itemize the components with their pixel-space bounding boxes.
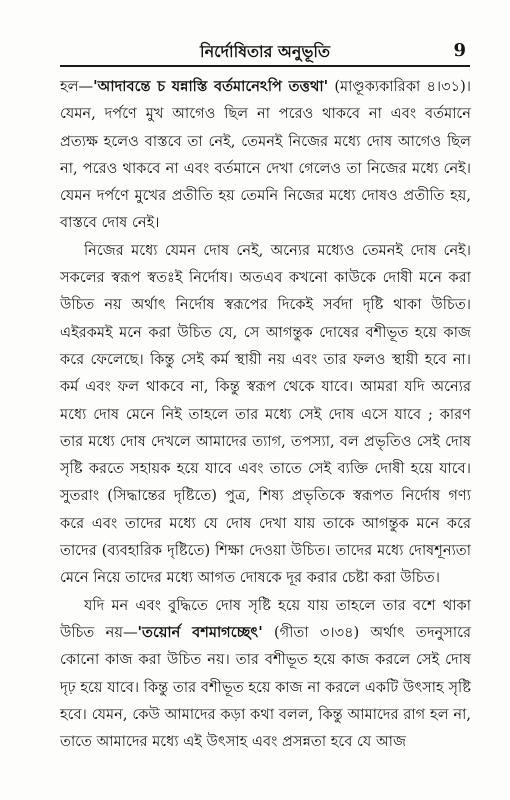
text-run: (গীতা ৩।৩৪) অর্থাৎ তদনুসারে কোনো কাজ করা উচিত নয়। তার বশীভূত হয়ে কাজ করলে সেই দোষ দৃঢ় হয়ে যাবে। কিন্তু তার বশীভূত হয়ে কাজ না করলে একটি উৎসাহ সৃষ্টি হবে। যেমন, কেউ আমাদের কড়া কথা বলল, কিন্তু আমাদের রাগ হল না, তাতে আমাদের মধ্যে এই উৎসাহ এবং প্রসন্নতা হবে যে আজ (60, 623, 471, 751)
scripture-quote: 'আদাবন্তে চ যন্নাস্তি বর্তমানেঽপি তত্তথা' (93, 78, 329, 95)
body-text (60, 73, 471, 755)
text-run: যদি মন এবং বুদ্ধিতে দোষ সৃষ্টি হয়ে যায় তাহলে তার বশে থাকা উচিত নয়— (60, 596, 471, 641)
paragraph-3 (60, 592, 471, 756)
header-rule (60, 65, 470, 67)
paragraph-2 (60, 237, 471, 592)
text-run: (মাণ্ডূক্যকারিকা ৪।৩১)। যেমন, দর্পণে মুখ আগেও ছিল না পরেও থাকবে না এবং বর্তমানে প্রত্যক্ষ হলেও বাস্তবে তা নেই, তেমনই নিজের মধ্যে দোষ আগেও ছিল না, পরেও থাকবে না এবং বর্তমানে দেখা গেলেও তা নিজের মধ্যে নেই। যেমন দর্পণে মুখের প্রতীতি হয় তেমনি নিজের মধ্যে দোষও প্রতীতি হয়, বাস্তবে দোষ নেই। (60, 78, 471, 232)
scripture-quote: 'তয়োর্ন বশমাগচ্ছেৎ' (137, 623, 263, 641)
text-run: হল— (60, 78, 94, 95)
paragraph-1 (60, 73, 471, 237)
chapter-title: নির্দোষিতার অনুভূতি (200, 42, 330, 61)
text-run: নিজের মধ্যে যেমন দোষ নেই, অন্যের মধ্যেও তেমনই দোষ নেই। সকলের স্বরূপ স্বতঃই নির্দোষ। অতএব কখনো কাউকে দোষী মনে করা উচিত নয় অর্থাৎ নির্দোষ স্বরূপের দিকেই সর্বদা দৃষ্টি থাকা উচিত। এইরকমই মনে করা উচিত যে, সে আগন্তুক দোষের বশীভূত হয়ে কাজ করে ফেলেছে। কিন্তু সেই কর্ম স্থায়ী নয় এবং তার ফলও স্থায়ী হবে না। কর্ম এবং ফল থাকবে না, কিন্তু স্বরূপ থেকে যাবে। আমরা যদি অন্যের মধ্যে দোষ মেনে নিই তাহলে তার মধ্যে সেই দোষ এসে যাবে ; কারণ তার মধ্যে দোষ দেখলে আমাদের ত্যাগ, তপস্যা, বল প্রভৃতিও সেই দোষ সৃষ্টি করতে সহায়ক হয়ে যাবে এবং তাতে সেই ব্যক্তি দোষী হয়ে যাবে। সুতরাং (সিদ্ধান্তের দৃষ্টিতে) পুত্র, শিষ্য প্রভৃতিকে স্বরূপত নির্দোষ গণ্য করে এবং তাদের মধ্যে যে দোষ দেখা যায় তাকে আগন্তুক মনে করে তাদের (ব্যবহারিক দৃষ্টিতে) শিক্ষা দেওয়া উচিত। তাদের মধ্যে দোষশূন্যতা মেনে নিয়ে তাদের মধ্যে আগত দোষকে দূর করার চেষ্টা করা উচিত। (60, 241, 471, 587)
page-number: 9 (453, 40, 466, 61)
running-header (60, 40, 470, 70)
